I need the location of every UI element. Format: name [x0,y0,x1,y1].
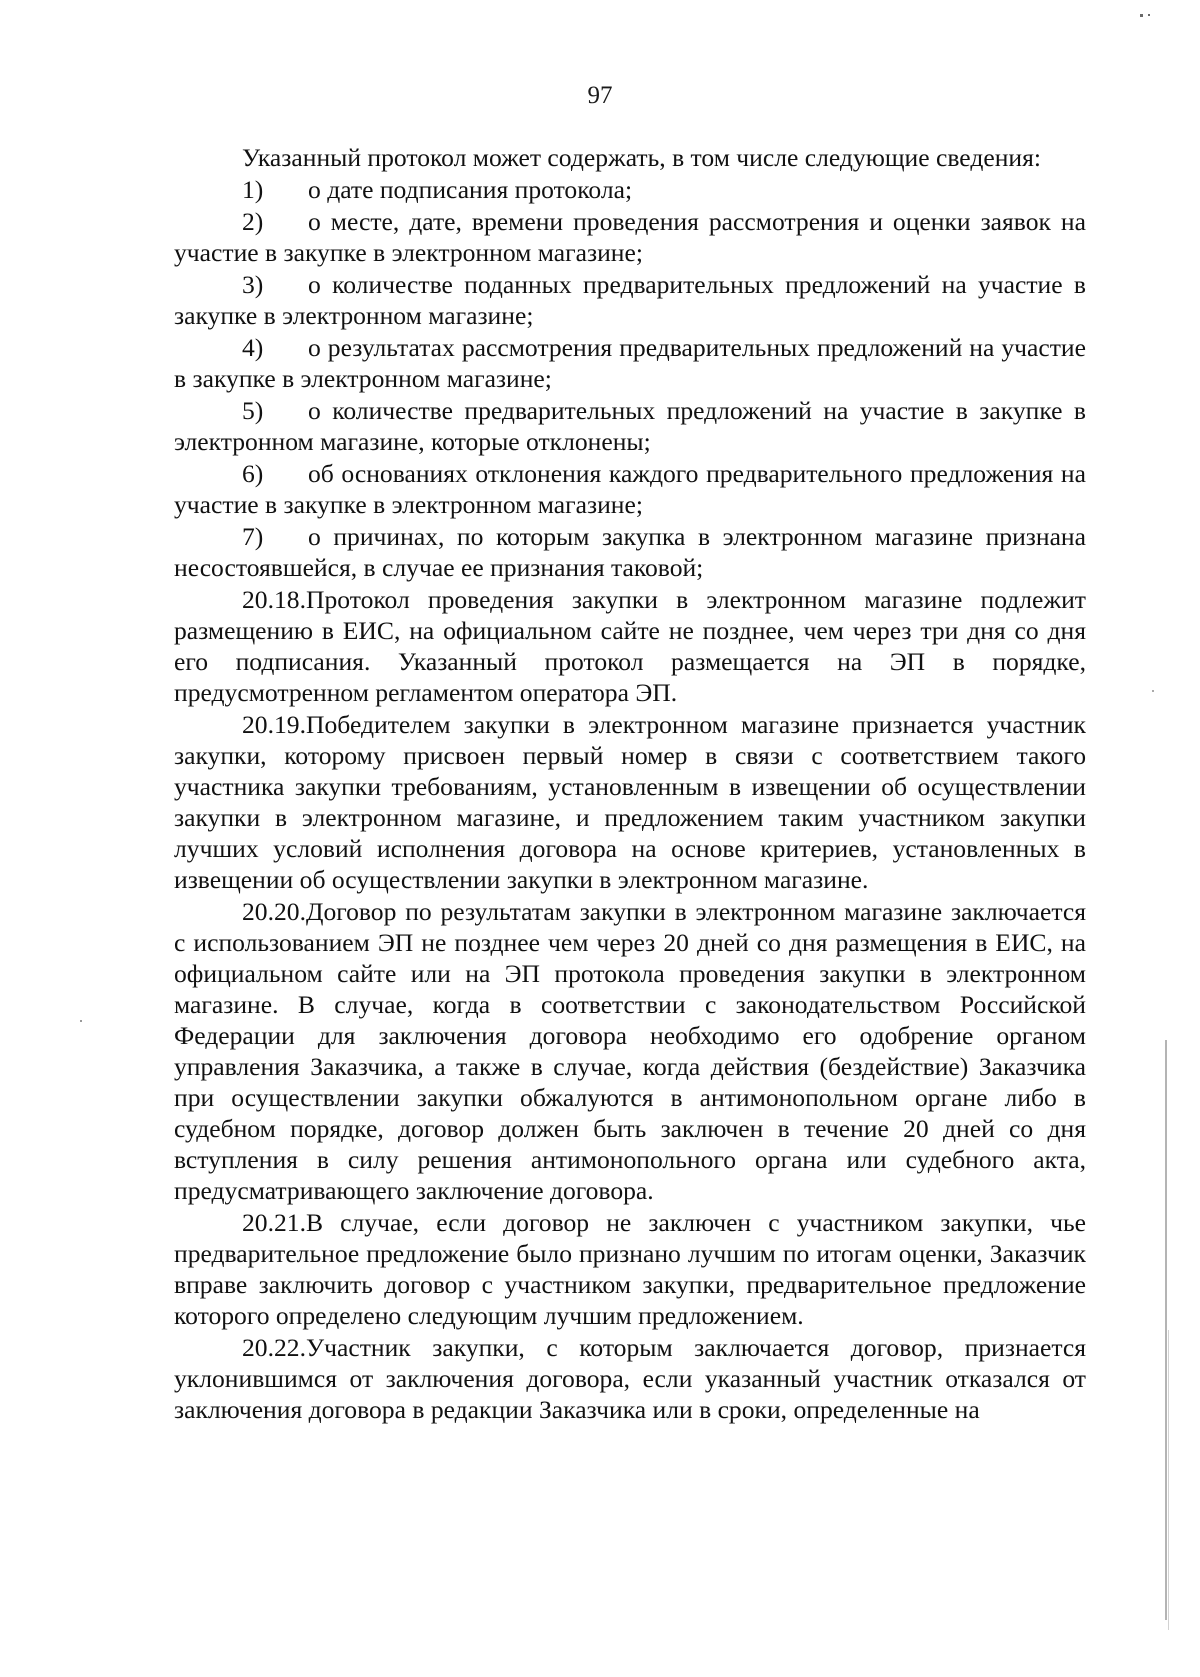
list-item-text: о количестве предварительных предложений на участие в закупке в электронном магазине, которые отклонены; [174,396,1086,456]
intro-paragraph: Указанный протокол может содержать, в том числе следующие сведения: [242,143,1041,172]
scan-speck [1148,14,1150,16]
list-item [174,332,1086,394]
document-body [174,142,1086,1426]
list-item-text: о причинах, по которым закупка в электронном магазине признана несостоявшейся, в случае ее признания таковой; [174,522,1086,582]
list-item [174,174,1086,205]
list-item-number: 2) [242,207,264,236]
list-item-text: о результатах рассмотрения предварительных предложений на участие в закупке в электронном магазине; [174,333,1086,393]
scan-edge-line [1165,1040,1167,1620]
list-item-text: о количестве поданных предварительных предложений на участие в закупке в электронном магазине; [174,270,1086,330]
list-item-number: 5) [242,396,264,425]
list-item [174,521,1086,583]
page-number: 97 [587,82,613,109]
scan-speck [80,1020,82,1022]
list-item-number: 4) [242,333,264,362]
scan-speck [1140,14,1143,17]
paragraph-20-18: 20.18.Протокол проведения закупки в электронном магазине подлежит размещению в ЕИС, на официальном сайте не позднее, чем через три дня со дня его подписания. Указанный протокол размещается на ЭП в порядке, предусмотренном регламентом оператора ЭП. [174,585,1086,707]
paragraph-20-21: 20.21.В случае, если договор не заключен с участником закупки, чье предварительное предложение было признано лучшим по итогам оценки, Заказчик вправе заключить договор с участником закупки, предварительное предложение которого определено следующим лучшим предложением. [174,1208,1086,1330]
list-item [174,458,1086,520]
scan-speck [1152,690,1154,692]
list-item-text: о дате подписания протокола; [308,175,633,204]
list-item-number: 6) [242,459,264,488]
list-item-number: 3) [242,270,264,299]
paragraph-20-22: 20.22.Участник закупки, с которым заключается договор, признается уклонившимся от заключения договора, если указанный участник отказался от заключения договора в редакции Заказчика или в сроки, определенные на [174,1333,1086,1424]
list-item [174,206,1086,268]
list-item-number: 1) [242,175,264,204]
list-item [174,395,1086,457]
list-item-text: об основаниях отклонения каждого предварительного предложения на участие в закупке в электронном магазине; [174,459,1086,519]
list-item-text: о месте, дате, времени проведения рассмотрения и оценки заявок на участие в закупке в электронном магазине; [174,207,1086,267]
list-item-number: 7) [242,522,264,551]
scan-edge-line [1168,1330,1169,1630]
paragraph-20-20: 20.20.Договор по результатам закупки в электронном магазине заключается с использованием ЭП не позднее чем через 20 дней со дня размещения в ЕИС, на официальном сайте или на ЭП протокола проведения закупки в электронном магазине. В случае, когда в соответствии с законодательством Российской Федерации для заключения договора необходимо его одобрение органом управления Заказчика, а также в случае, когда действия (бездействие) Заказчика при осуществлении закупки обжалуются в антимонопольном органе либо в судебном порядке, договор должен быть заключен в течение 20 дней со дня вступления в силу решения антимонопольного органа или судебного акта, предусматривающего заключение договора. [174,897,1086,1205]
list-item [174,269,1086,331]
paragraph-20-19: 20.19.Победителем закупки в электронном магазине признается участник закупки, которому присвоен первый номер в связи с соответствием такого участника закупки требованиям, установленным в извещении об осуществлении закупки в электронном магазине, и предложением таким участником закупки лучших условий исполнения договора на основе критериев, установленных в извещении об осуществлении закупки в электронном магазине. [174,710,1086,894]
